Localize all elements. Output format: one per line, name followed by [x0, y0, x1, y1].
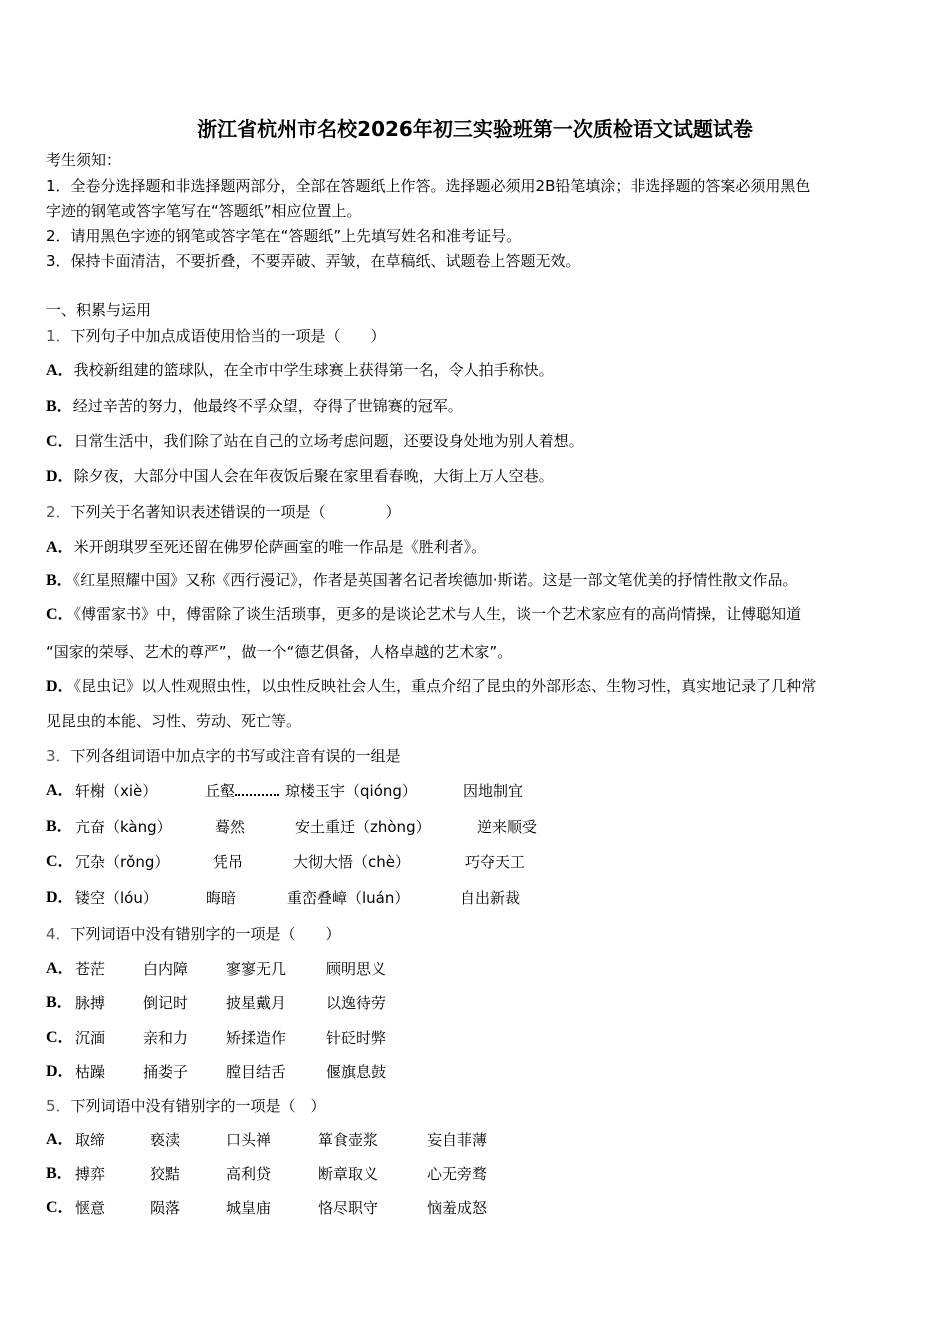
word: 恪尽职守	[318, 1199, 379, 1217]
notice-item: 1．全卷分选择题和非选择题两部分，全部在答题纸上作答。选择题必须用2B铅笔填涂；非选择题的答案必须用黑色	[46, 177, 811, 195]
option-label: C．	[46, 853, 74, 870]
word: 冗杂（rǒng）	[75, 853, 170, 871]
q1-option-c: C．日常生活中，我们除了站在自己的立场考虑问题，还要设身处地为别人着想。	[46, 432, 584, 450]
option-label: D．	[46, 1063, 74, 1080]
option-label: C．	[46, 1029, 74, 1046]
word: 镂空（lóu）	[75, 889, 158, 907]
word: 恼羞成怒	[427, 1199, 488, 1217]
word: 惬意	[75, 1199, 106, 1217]
notice-item: 2．请用黑色字迹的钢笔或答字笔在“答题纸”上先填写姓名和准考证号。	[46, 227, 522, 245]
word: 琼楼玉宇（qióng）	[285, 782, 417, 800]
q1-option-a: A．我校新组建的篮球队，在全市中学生球赛上获得第一名，令人拍手称快。	[46, 361, 554, 379]
word: 高利贷	[226, 1165, 272, 1183]
q2-option-b: B．《红星照耀中国》又称《西行漫记》，作者是英国著名记者埃德加·斯诺。这是一部文笔优美的抒情性散文作品。	[46, 571, 798, 589]
q1-option-d: D．除夕夜，大部分中国人会在年夜饭后聚在家里看春晚，大街上万人空巷。	[46, 467, 554, 485]
word: 寥寥无几	[226, 960, 287, 978]
question-5-stem: 5．下列词语中没有错别字的一项是（ ）	[46, 1097, 326, 1115]
word: 逆来顺受	[477, 818, 538, 836]
question-3-stem: 3．下列各组词语中加点字的书写或注音有误的一组是	[46, 747, 401, 765]
word: 苍茫	[75, 960, 106, 978]
word: 城皇庙	[226, 1199, 272, 1217]
word: 箪食壶浆	[318, 1131, 379, 1149]
word: 口头禅	[226, 1131, 272, 1149]
option-label: A．	[46, 1131, 74, 1148]
dotted-blank	[235, 782, 279, 796]
word: 矫揉造作	[226, 1029, 287, 1047]
q2-option-a: A．米开朗琪罗至死还留在佛罗伦萨画室的唯一作品是《胜利者》。	[46, 538, 487, 556]
word: 凭吊	[213, 853, 244, 871]
word: 取缔	[75, 1131, 106, 1149]
word: 因地制宜	[463, 782, 524, 800]
word: 脉搏	[75, 994, 106, 1012]
word: 重峦叠嶂（luán）	[287, 889, 410, 907]
notice-heading: 考生须知：	[46, 151, 122, 169]
word: 偃旗息鼓	[326, 1063, 387, 1081]
word: 断章取义	[318, 1165, 379, 1183]
word: 蓦然	[215, 818, 246, 836]
question-1-stem: 1．下列句子中加点成语使用恰当的一项是（ ）	[46, 327, 386, 345]
word: 安土重迁（zhòng）	[295, 818, 431, 836]
word: 捅娄子	[143, 1063, 189, 1081]
option-label: B．	[46, 818, 73, 835]
word: 丘壑	[205, 781, 279, 801]
word: 披星戴月	[226, 994, 287, 1012]
word: 搏弈	[75, 1165, 106, 1183]
option-label: B．	[46, 1165, 73, 1182]
word: 亢奋（kàng）	[75, 818, 172, 836]
q2-option-c-cont: “国家的荣辱、艺术的尊严”，做一个“德艺俱备，人格卓越的艺术家”。	[46, 643, 513, 661]
notice-item: 字迹的钢笔或答字笔写在“答题纸”相应位置上。	[46, 202, 362, 220]
notice-item: 3．保持卡面清洁，不要折叠，不要弄破、弄皱，在草稿纸、试题卷上答题无效。	[46, 252, 581, 270]
q2-option-c: C．《傅雷家书》中，傅雷除了谈生活琐事，更多的是谈论艺术与人生，谈一个艺术家应有的高尚情操，让傅聪知道	[46, 605, 802, 623]
word: 陨落	[150, 1199, 181, 1217]
option-label: A．	[46, 960, 74, 977]
option-label: A．	[46, 782, 74, 799]
q2-option-d: D．《昆虫记》以人性观照虫性，以虫性反映社会人生，重点介绍了昆虫的外部形态、生物习性，真实地记录了几种常	[46, 677, 817, 695]
option-label: C．	[46, 1199, 74, 1216]
word: 巧夺天工	[465, 853, 526, 871]
word: 针砭时弊	[326, 1029, 387, 1047]
word: 大彻大悟（chè）	[293, 853, 410, 871]
word: 妄自菲薄	[427, 1131, 488, 1149]
option-label: B．	[46, 994, 73, 1011]
option-label: D．	[46, 889, 74, 906]
question-4-stem: 4．下列词语中没有错别字的一项是（ ）	[46, 925, 341, 943]
section-heading: 一、积累与运用	[46, 301, 152, 319]
word: 心无旁骛	[427, 1165, 488, 1183]
word: 枯躁	[75, 1063, 106, 1081]
word: 晦暗	[206, 889, 237, 907]
word: 以逸待劳	[326, 994, 387, 1012]
q1-option-b: B．经过辛苦的努力，他最终不孚众望，夺得了世锦赛的冠军。	[46, 397, 463, 415]
question-2-stem: 2．下列关于名著知识表述错误的一项是（ ）	[46, 503, 401, 521]
word: 膛目结舌	[226, 1063, 287, 1081]
word: 轩榭（xiè）	[75, 782, 158, 800]
word: 亵渎	[150, 1131, 181, 1149]
page-title: 浙江省杭州市名校2026年初三实验班第一次质检语文试题试卷	[197, 117, 753, 141]
word: 倒记时	[143, 994, 189, 1012]
q2-option-d-cont: 见昆虫的本能、习性、劳动、死亡等。	[46, 712, 302, 730]
word: 顾明思义	[326, 960, 387, 978]
word: 白内障	[143, 960, 189, 978]
word: 狡黠	[150, 1165, 181, 1183]
word: 沉湎	[75, 1029, 106, 1047]
word: 自出新裁	[460, 889, 521, 907]
word: 亲和力	[143, 1029, 189, 1047]
